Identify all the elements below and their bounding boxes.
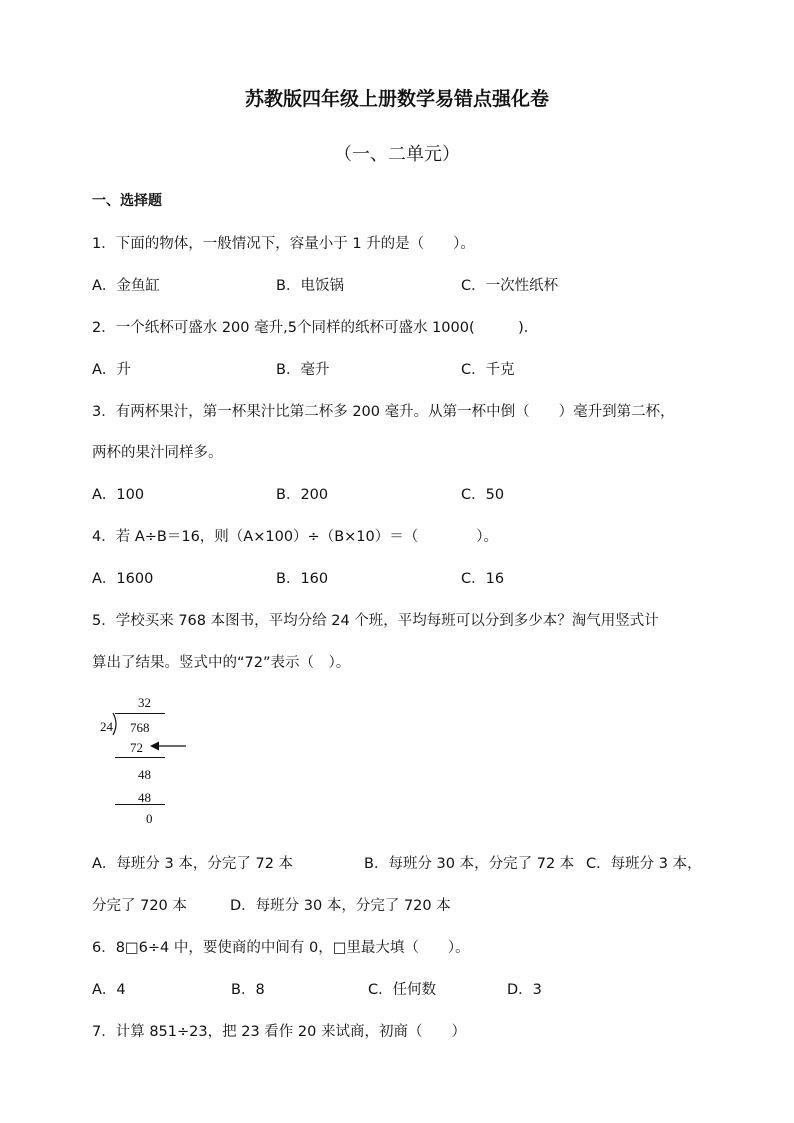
division-step-48a: 48 bbox=[138, 767, 151, 782]
q2-option-b[interactable]: B．毫升 bbox=[276, 362, 330, 378]
q1-option-c[interactable]: C．一次性纸杯 bbox=[461, 278, 559, 294]
q4-option-a[interactable]: A．1600 bbox=[92, 571, 154, 587]
q3-option-b[interactable]: B．200 bbox=[276, 487, 329, 503]
q6-option-d[interactable]: D．3 bbox=[507, 982, 542, 998]
division-line-2 bbox=[115, 804, 165, 805]
question-5-line-2: 算出了结果。竖式中的“72”表示（ ）。 bbox=[92, 655, 351, 671]
arrow-left-icon bbox=[150, 740, 188, 752]
question-7: 7．计算 851÷23，把 23 看作 20 来试商，初商（ ） bbox=[92, 1024, 466, 1040]
q3-option-a[interactable]: A．100 bbox=[92, 487, 145, 503]
q5-option-a[interactable]: A．每班分 3 本，分完了 72 本 bbox=[92, 856, 294, 872]
question-5-line-1: 5．学校买来 768 本图书，平均分给 24 个班，平均每班可以分到多少本？淘气用竖式计 bbox=[92, 613, 659, 629]
division-quotient: 32 bbox=[138, 695, 151, 710]
division-step-72: 72 bbox=[130, 740, 143, 755]
q5-option-b[interactable]: B．每班分 30 本，分完了 72 本 bbox=[364, 856, 575, 872]
q4-option-b[interactable]: B．160 bbox=[276, 571, 329, 587]
division-step-48b: 48 bbox=[138, 790, 151, 805]
division-bar bbox=[115, 713, 165, 714]
question-2: 2．一个纸杯可盛水 200 毫升,5个同样的纸杯可盛水 1000( )． bbox=[92, 320, 539, 336]
q6-option-b[interactable]: B．8 bbox=[231, 982, 265, 998]
page-title: 苏教版四年级上册数学易错点强化卷 bbox=[244, 88, 549, 110]
division-dividend: 768 bbox=[130, 720, 150, 735]
division-divisor: 24 bbox=[100, 719, 113, 734]
q2-option-a[interactable]: A．升 bbox=[92, 362, 131, 378]
question-1: 1．下面的物体，一般情况下，容量小于 1 升的是（ ）。 bbox=[92, 236, 475, 252]
division-line-1 bbox=[115, 757, 165, 758]
q1-option-a[interactable]: A．金鱼缸 bbox=[92, 278, 160, 294]
question-4: 4．若 A÷B＝16，则（A×100）÷（B×10）＝（ ）。 bbox=[92, 529, 498, 545]
division-remainder: 0 bbox=[146, 811, 153, 826]
q6-option-c[interactable]: C．任何数 bbox=[368, 982, 437, 998]
q4-option-c[interactable]: C．16 bbox=[461, 571, 505, 587]
q5-option-c-cont: 分完了 720 本 bbox=[92, 898, 187, 914]
question-3-line-2: 两杯的果汁同样多。 bbox=[92, 445, 223, 461]
q6-option-a[interactable]: A．4 bbox=[92, 982, 126, 998]
q1-option-b[interactable]: B．电饭锅 bbox=[276, 278, 344, 294]
q5-option-d[interactable]: D．每班分 30 本，分完了 720 本 bbox=[230, 898, 451, 914]
page-subtitle: （一、二单元） bbox=[334, 144, 460, 165]
q3-option-c[interactable]: C．50 bbox=[461, 487, 505, 503]
question-6: 6．8□6÷4 中，要使商的中间有 0，□里最大填（ ）。 bbox=[92, 940, 470, 956]
section-heading: 一、选择题 bbox=[92, 193, 162, 209]
question-3-line-1: 3．有两杯果汁，第一杯果汁比第二杯多 200 毫升。从第一杯中倒（ ）毫升到第二杯， bbox=[92, 404, 675, 420]
q5-option-c[interactable]: C．每班分 3 本， bbox=[586, 856, 702, 872]
division-bracket bbox=[110, 712, 120, 736]
q2-option-c[interactable]: C．千克 bbox=[461, 362, 515, 378]
